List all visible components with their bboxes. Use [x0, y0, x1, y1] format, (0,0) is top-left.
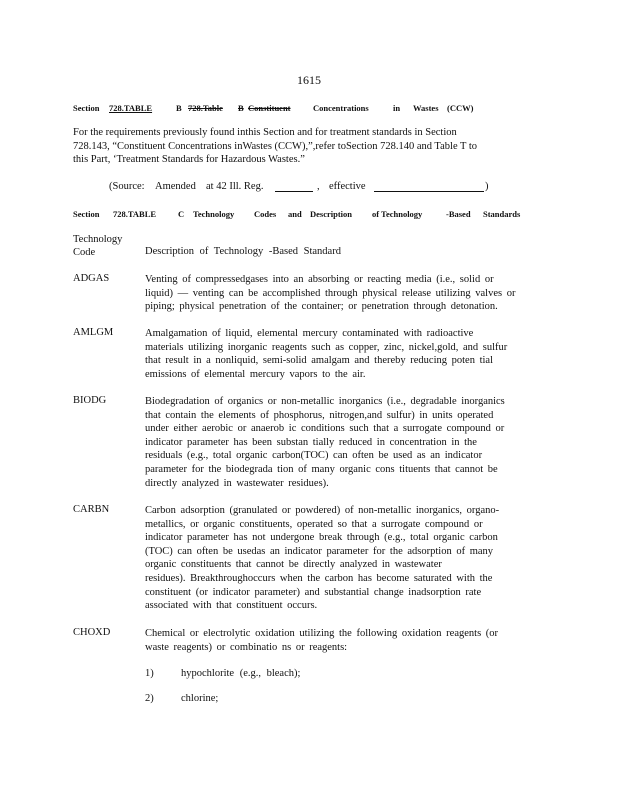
in-word: in [393, 103, 401, 113]
close-paren: ) [485, 181, 489, 192]
table-number: 728.TABLE [109, 103, 153, 113]
struck-table: 728.Table [188, 103, 223, 113]
desc-line: waste reagents) or combinatio ns or reagents: [145, 641, 348, 653]
wastes-word: Wastes [413, 103, 439, 113]
desc-line: Chemical or electrolytic oxidation utilizing the following oxidation reagents (or [145, 628, 499, 639]
desc-line: under either aerobic or anaerob ic conditions such that a surrogate compound or [145, 423, 505, 435]
desc-line: metallics, or organic constituents, operated so that a surrogate compound or [145, 518, 483, 530]
desc-line: (TOC) can often be usedas an indicator parameter for the adsorption of many [145, 545, 494, 557]
and-word: and [288, 209, 302, 219]
intro-line: 728.143, “Constituent Concentrations inWastes (CCW),”,refer toSection 728.140 and Table T to [73, 140, 478, 152]
desc-line: directly analyzed in wastewater residues). [145, 477, 329, 489]
entry-description [145, 273, 537, 314]
source-label: (Source: [109, 181, 145, 192]
desc-line: residues). Breakthroughoccurs when the carbon has become saturated with the [145, 572, 493, 584]
source-line [109, 181, 509, 195]
concentrations-word: Concentrations [313, 103, 369, 113]
desc-line: piping; physical penetration of the container; or penetration through detonation. [145, 301, 498, 313]
desc-line: indicator parameter has not undergone break through (e.g., total organic carbon [145, 532, 498, 544]
desc-line: emissions of elemental mercury vapors to the air. [145, 368, 366, 380]
entry-description [145, 327, 537, 381]
desc-line: Amalgamation of liquid, elemental mercury contaminated with radioactive [145, 328, 474, 339]
desc-line: Venting of compressedgases into an absorbing or reacting media (i.e., solid or [145, 274, 494, 285]
entry-description [145, 395, 537, 490]
reagent-number: 1) [145, 668, 154, 679]
of-technology-word: of Technology [372, 209, 423, 219]
desc-line: Carbon adsorption (granulated or powdered) of non-metallic inorganics, organo- [145, 505, 500, 516]
desc-line: that result in a nonliquid, semi-solid amalgam and thereby reducing poten tial [145, 355, 494, 367]
description-word: Description [310, 209, 353, 219]
desc-line: liquid) — venting can be accomplished through physical release utilizing valves or [145, 287, 516, 299]
description-column-header: Description of Technology -Based Standard [145, 246, 341, 257]
desc-line: residuals (e.g., total organic carbon(TOC) can often be used as an indicator [145, 450, 483, 462]
entry-code: CARBN [73, 504, 110, 515]
entry-description [145, 504, 537, 613]
section-word: Section [73, 103, 100, 113]
entry-code: CHOXD [73, 627, 111, 638]
table-number: 728.TABLE [113, 209, 157, 219]
section-header-c [73, 209, 543, 221]
effective-label: effective [329, 181, 366, 192]
reagent-text: hypochlorite (e.g., bleach); [181, 668, 301, 679]
technology-word: Technology [193, 209, 235, 219]
entry-code: ADGAS [73, 273, 110, 284]
code-header-line2: Code [73, 247, 96, 258]
desc-line: constituent (or indicator parameter) and substantial change inadsorption rate [145, 586, 482, 598]
intro-paragraph [73, 127, 533, 168]
based-word: -Based [446, 209, 471, 219]
standards-word: Standards [483, 209, 521, 219]
codes-word: Codes [254, 209, 277, 219]
entry-code: BIODG [73, 395, 107, 406]
code-header-line1: Technology [73, 234, 123, 245]
section-header-b [73, 103, 543, 115]
struck-constituent: Constituent [248, 103, 291, 113]
desc-line: parameter for the biodegrada tion of many organic cons tituents that cannot be [145, 463, 498, 475]
desc-line: indicator parameter has been substan tially reduced in concentration in the [145, 436, 477, 448]
reagent-number: 2) [145, 693, 154, 704]
desc-line: that contain the elements of phosphorus, nitrogen,and sulfur) in units operated [145, 409, 494, 421]
intro-line: this Part, ‘Treatment Standards for Hazardous Wastes.” [73, 154, 305, 165]
code-column-header [73, 233, 122, 259]
struck-letter: B [238, 103, 244, 113]
desc-line: Biodegradation of organics or non-metallic inorganics (i.e., degradable inorganics [145, 396, 505, 407]
ccw-word: (CCW) [447, 103, 474, 113]
page-number: 1615 [297, 73, 321, 87]
comma: , [317, 181, 320, 192]
desc-line: organic constituents that cannot be directly analyzed in wastewater [145, 559, 442, 571]
intro-line: For the requirements previously found inthis Section and for treatment standards in Section [73, 127, 457, 138]
desc-line: materials utilizing inorganic reagents such as copper, zinc, nickel,gold, and sulfur [145, 341, 508, 353]
table-letter: C [178, 209, 185, 219]
table-letter: B [176, 103, 182, 113]
effective-blank [374, 181, 484, 192]
entry-description [145, 627, 537, 654]
reg-blank [275, 181, 313, 192]
section-word: Section [73, 209, 100, 219]
reagent-text: chlorine; [181, 693, 219, 704]
desc-line: associated with that constituent occurs. [145, 600, 318, 612]
reg-label: at 42 Ill. Reg. [206, 181, 264, 192]
amended-label: Amended [155, 181, 196, 192]
entry-code: AMLGM [73, 327, 114, 338]
